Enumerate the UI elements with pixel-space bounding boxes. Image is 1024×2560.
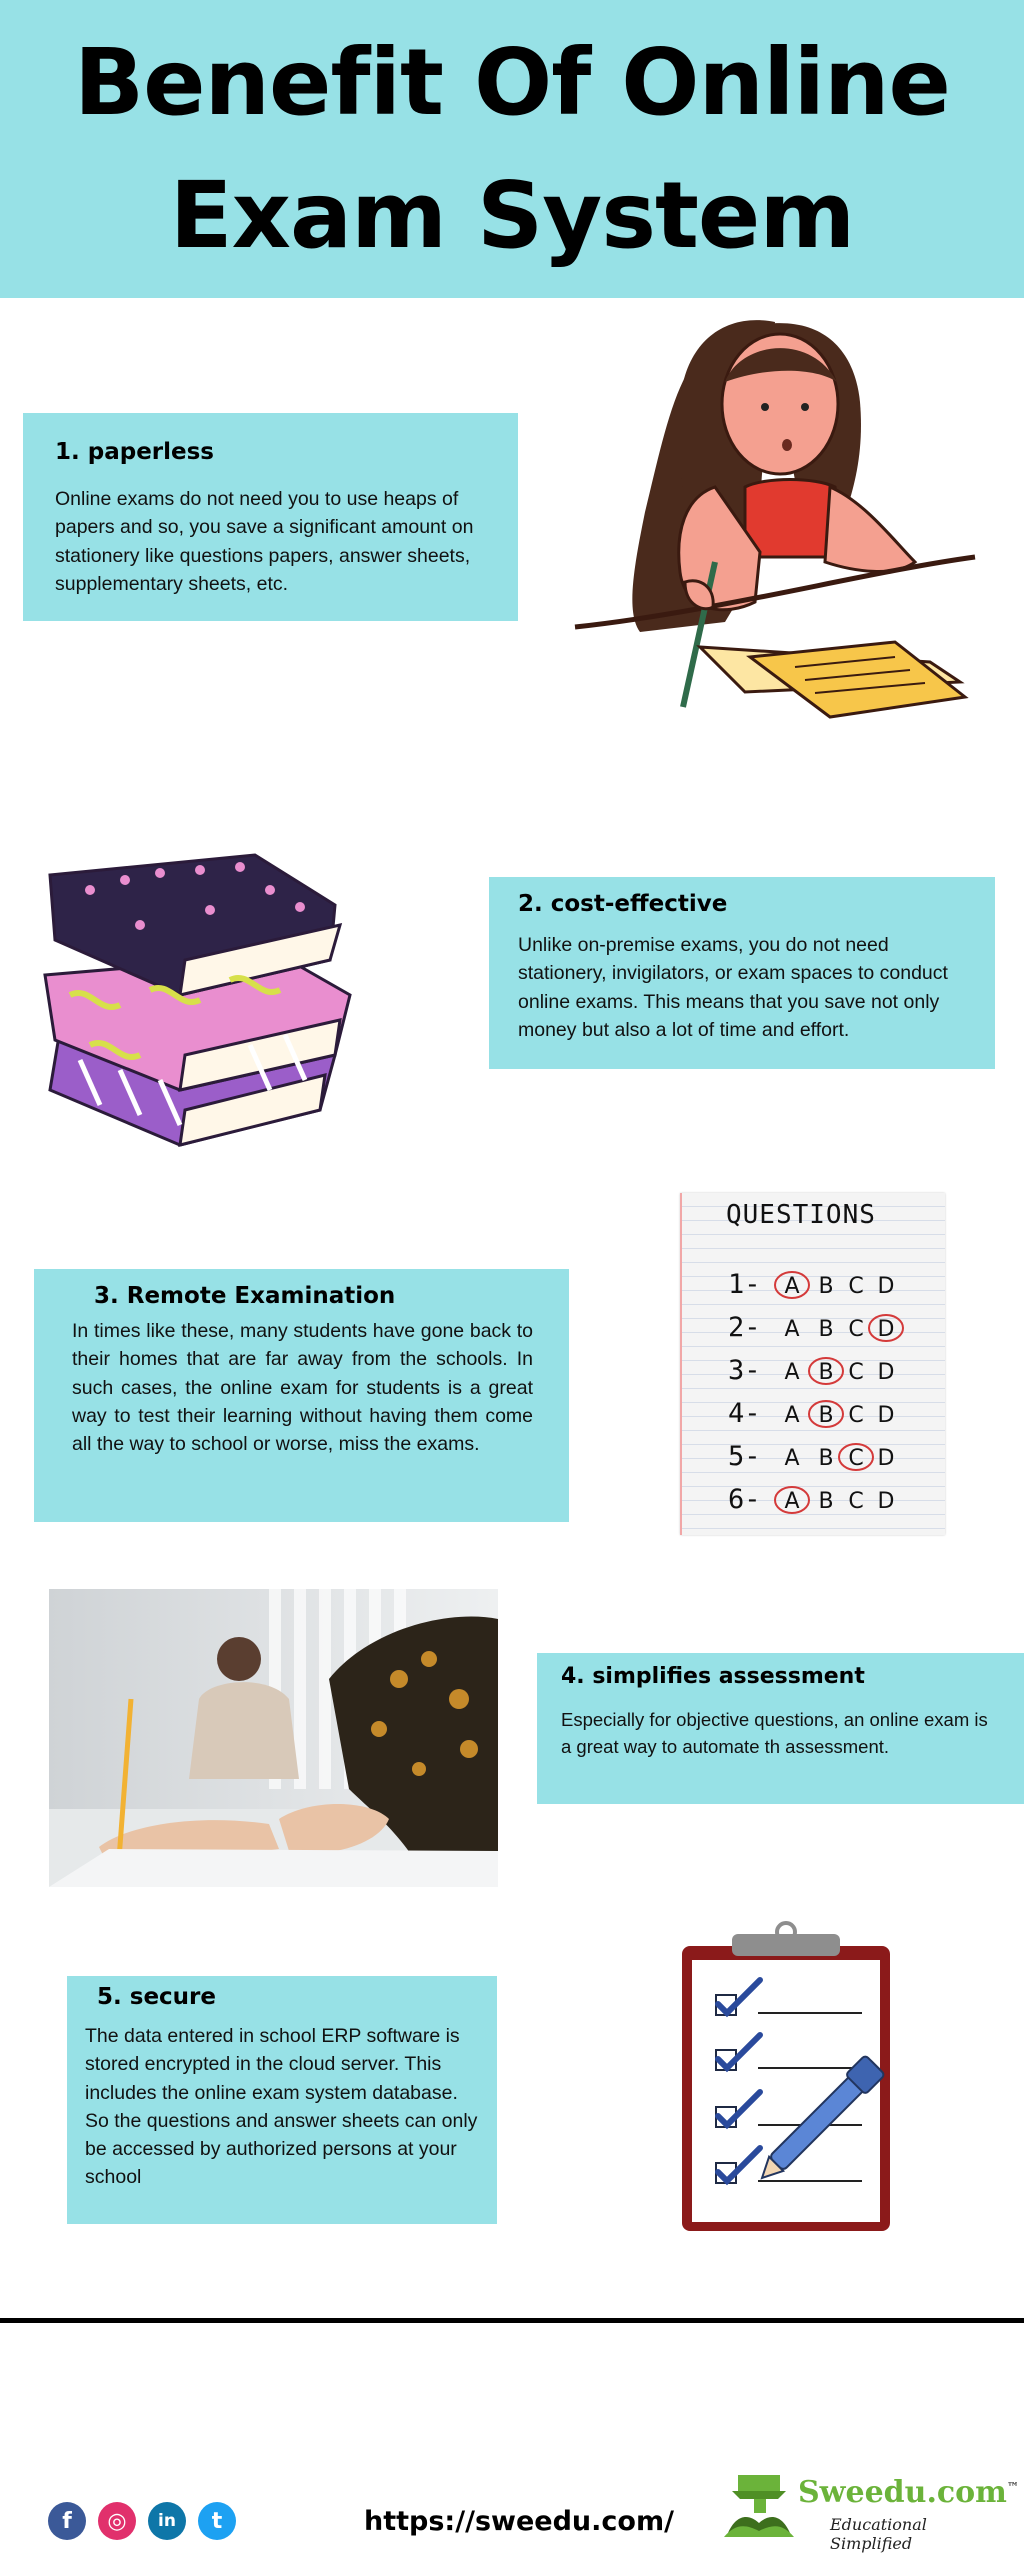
brand-name: Sweedu.com bbox=[798, 2475, 1007, 2510]
benefit-title: 1. paperless bbox=[55, 439, 215, 465]
benefit-text: Unlike on-premise exams, you do not need stationery, invigilators, or exam spaces to conduct online exams. This means that you save not only money but also a lot of time and effort. bbox=[518, 934, 948, 1041]
brand-tagline: Educational Simplified bbox=[830, 2515, 927, 2553]
answer-option: B bbox=[818, 1403, 834, 1428]
answer-option: A bbox=[784, 1360, 800, 1385]
question-number: 2- bbox=[728, 1312, 761, 1343]
answer-option: A bbox=[784, 1317, 800, 1342]
benefit-title: 3. Remote Examination bbox=[94, 1283, 396, 1309]
footer-divider bbox=[0, 2318, 1024, 2323]
answer-option: C bbox=[848, 1360, 864, 1385]
answer-option: B bbox=[818, 1360, 834, 1385]
benefit-text: Online exams do not need you to use heaps of papers and so, you save a significant amount on stationery like questions papers, answer sheets, supplementary sheets, etc. bbox=[55, 488, 474, 595]
title-line-2: Exam System bbox=[169, 162, 855, 269]
page-title bbox=[74, 16, 950, 283]
students-writing-photo bbox=[49, 1589, 498, 1887]
answer-option: A bbox=[784, 1489, 800, 1514]
benefit-card-cost-effective bbox=[489, 877, 995, 1069]
answer-option: A bbox=[784, 1403, 800, 1428]
benefit-text: The data entered in school ERP software is stored encrypted in the cloud server. This includes the online exam system database. So the questions and answer sheets can only be accessed by authorized persons at your school bbox=[85, 2025, 478, 2189]
answer-option: D bbox=[877, 1274, 895, 1299]
student-writing-illustration bbox=[565, 312, 985, 757]
title-line-1: Benefit Of Online bbox=[74, 28, 950, 136]
answer-option: D bbox=[877, 1489, 895, 1514]
answer-option: B bbox=[818, 1446, 834, 1471]
benefit-card-remote-examination bbox=[34, 1269, 569, 1522]
question-rows bbox=[728, 1269, 903, 1515]
twitter-icon[interactable]: t bbox=[198, 2502, 236, 2540]
book-stack-illustration bbox=[30, 845, 370, 1160]
answer-option: D bbox=[877, 1446, 895, 1471]
answer-option: D bbox=[877, 1317, 895, 1342]
benefit-title: 4. simplifies assessment bbox=[561, 1664, 865, 1689]
benefit-card-secure bbox=[67, 1976, 497, 2224]
question-number: 4- bbox=[728, 1398, 761, 1429]
answer-option: D bbox=[877, 1403, 895, 1428]
benefit-title: 2. cost-effective bbox=[518, 891, 728, 917]
question-sheet bbox=[680, 1193, 945, 1535]
question-sheet-heading: QUESTIONS bbox=[726, 1200, 876, 1230]
brand-trademark: ™ bbox=[1006, 2480, 1019, 2494]
benefit-text: Especially for objective questions, an online exam is a great way to automate th assessment. bbox=[561, 1709, 988, 1757]
question-number: 6- bbox=[728, 1484, 761, 1515]
question-number: 3- bbox=[728, 1355, 761, 1386]
header-banner bbox=[0, 0, 1024, 298]
benefit-text: In times like these, many students have gone back to their homes that are far away from the schools. In such cases, the online exam for students is a great way to test their learning without having them come all the way to school or worse, miss the exams. bbox=[72, 1320, 533, 1456]
instagram-icon[interactable]: ◎ bbox=[98, 2502, 136, 2540]
answer-option: A bbox=[784, 1274, 800, 1299]
graduation-cap-icon bbox=[722, 2467, 796, 2541]
benefit-title: 5. secure bbox=[97, 1984, 216, 2010]
social-links bbox=[48, 2502, 236, 2540]
answer-option: C bbox=[848, 1317, 864, 1342]
question-number: 1- bbox=[728, 1269, 761, 1300]
question-number: 5- bbox=[728, 1441, 761, 1472]
website-link[interactable]: https://sweedu.com/ bbox=[364, 2506, 674, 2537]
answer-option: C bbox=[848, 1403, 864, 1428]
benefit-card-simplifies-assessment bbox=[537, 1653, 1024, 1804]
benefit-card-paperless bbox=[23, 413, 518, 621]
clipboard-checklist-illustration bbox=[670, 1920, 910, 2240]
linkedin-icon[interactable]: in bbox=[148, 2502, 186, 2540]
answer-option: C bbox=[848, 1489, 864, 1514]
answer-option: C bbox=[848, 1446, 864, 1471]
brand-logo bbox=[722, 2467, 1019, 2553]
answer-option: B bbox=[818, 1274, 834, 1299]
answer-option: B bbox=[818, 1317, 834, 1342]
answer-option: D bbox=[877, 1360, 895, 1385]
facebook-icon[interactable]: f bbox=[48, 2502, 86, 2540]
answer-option: B bbox=[818, 1489, 834, 1514]
answer-option: A bbox=[784, 1446, 800, 1471]
answer-option: C bbox=[848, 1274, 864, 1299]
